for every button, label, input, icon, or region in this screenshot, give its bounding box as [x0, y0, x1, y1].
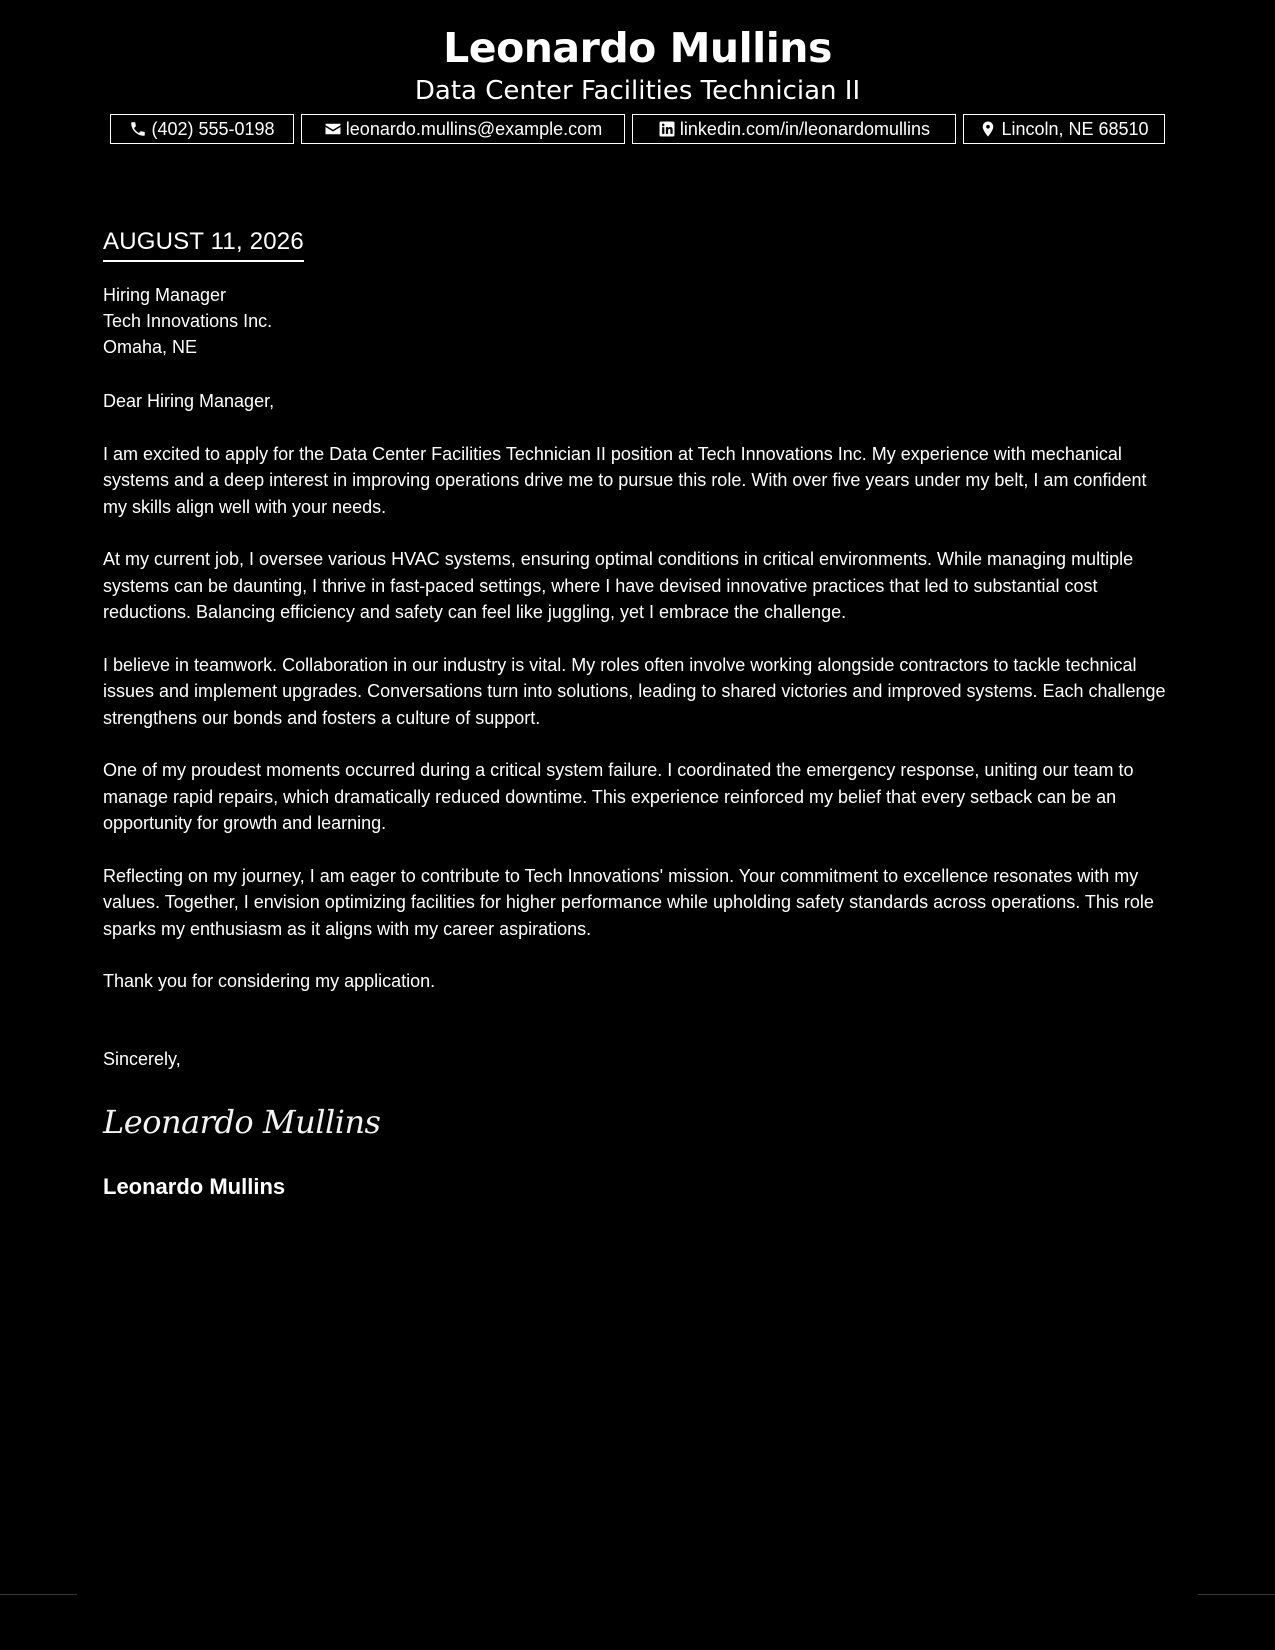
recipient-role: Hiring Manager — [103, 285, 227, 305]
letter-header — [0, 22, 1275, 108]
salutation: Dear Hiring Manager, — [103, 391, 275, 411]
paragraph: I believe in teamwork. Collaboration in our industry is vital. My roles often involve working alongside contractors to tackle technical issues and implement upgrades. Conversations turn into solutions, leading to shared victories and improved systems. Each challenge strengthens our bonds and fosters a culture of support. — [103, 654, 1166, 728]
phone-icon — [129, 120, 147, 138]
footer-divider-right — [1198, 1594, 1275, 1595]
contact-linkedin[interactable] — [632, 114, 956, 144]
linkedin-text: linkedin.com/in/leonardomullins — [679, 118, 931, 139]
paragraph: I am excited to apply for the Data Center Facilities Technician II position at Tech Innovations Inc. My experience with mechanical systems and a deep interest in improving operations drive me to pursue this role. With over five years under my belt, I am confident my skills align well with your needs. — [103, 443, 1147, 517]
closing: Sincerely, — [103, 1048, 181, 1069]
phone-text: (402) 555-0198 — [151, 118, 275, 139]
recipient-location: Omaha, NE — [103, 337, 198, 357]
job-title: Data Center Facilities Technician II — [414, 76, 861, 106]
location-text: Lincoln, NE 68510 — [1001, 118, 1149, 139]
signed-name: Leonardo Mullins — [103, 1174, 286, 1199]
footer-divider-left — [0, 1594, 77, 1595]
contact-email[interactable] — [301, 114, 625, 144]
paragraph: At my current job, I oversee various HVAC systems, ensuring optimal conditions in critical environments. While managing multiple systems can be daunting, I thrive in fast-paced settings, where I have devised innovative practices that led to substantial cost reductions. Balancing efficiency and safety can feel like juggling, yet I embrace the challenge. — [103, 549, 1134, 622]
recipient-block — [103, 282, 1175, 360]
paragraph: One of my proudest moments occurred during a critical system failure. I coordinated the emergency response, uniting our team to manage rapid repairs, which dramatically reduced downtime. This experience reinforced my belief that every setback can be an opportunity for growth and learning. — [103, 760, 1134, 833]
letter-body — [103, 226, 1175, 1202]
applicant-name: Leonardo Mullins — [443, 24, 832, 72]
paragraph: Reflecting on my journey, I am eager to contribute to Tech Innovations' mission. Your commitment to excellence resonates with my values. Together, I envision optimizing facilities for higher performance while upholding safety standards across operations. This role sparks my enthusiasm as it aligns with my career aspirations. — [103, 865, 1154, 939]
contact-bar — [0, 114, 1275, 144]
envelope-icon — [324, 120, 342, 138]
recipient-company: Tech Innovations Inc. — [103, 311, 273, 331]
contact-location[interactable] — [963, 114, 1165, 144]
signature: Leonardo Mullins — [103, 1103, 381, 1141]
email-text: leonardo.mullins@example.com — [345, 118, 603, 139]
paragraph: Thank you for considering my application. — [103, 971, 436, 991]
linkedin-icon — [658, 120, 676, 138]
contact-phone[interactable] — [110, 114, 294, 144]
map-pin-icon — [979, 120, 997, 138]
letter-date: AUGUST 11, 2026 — [103, 226, 304, 262]
